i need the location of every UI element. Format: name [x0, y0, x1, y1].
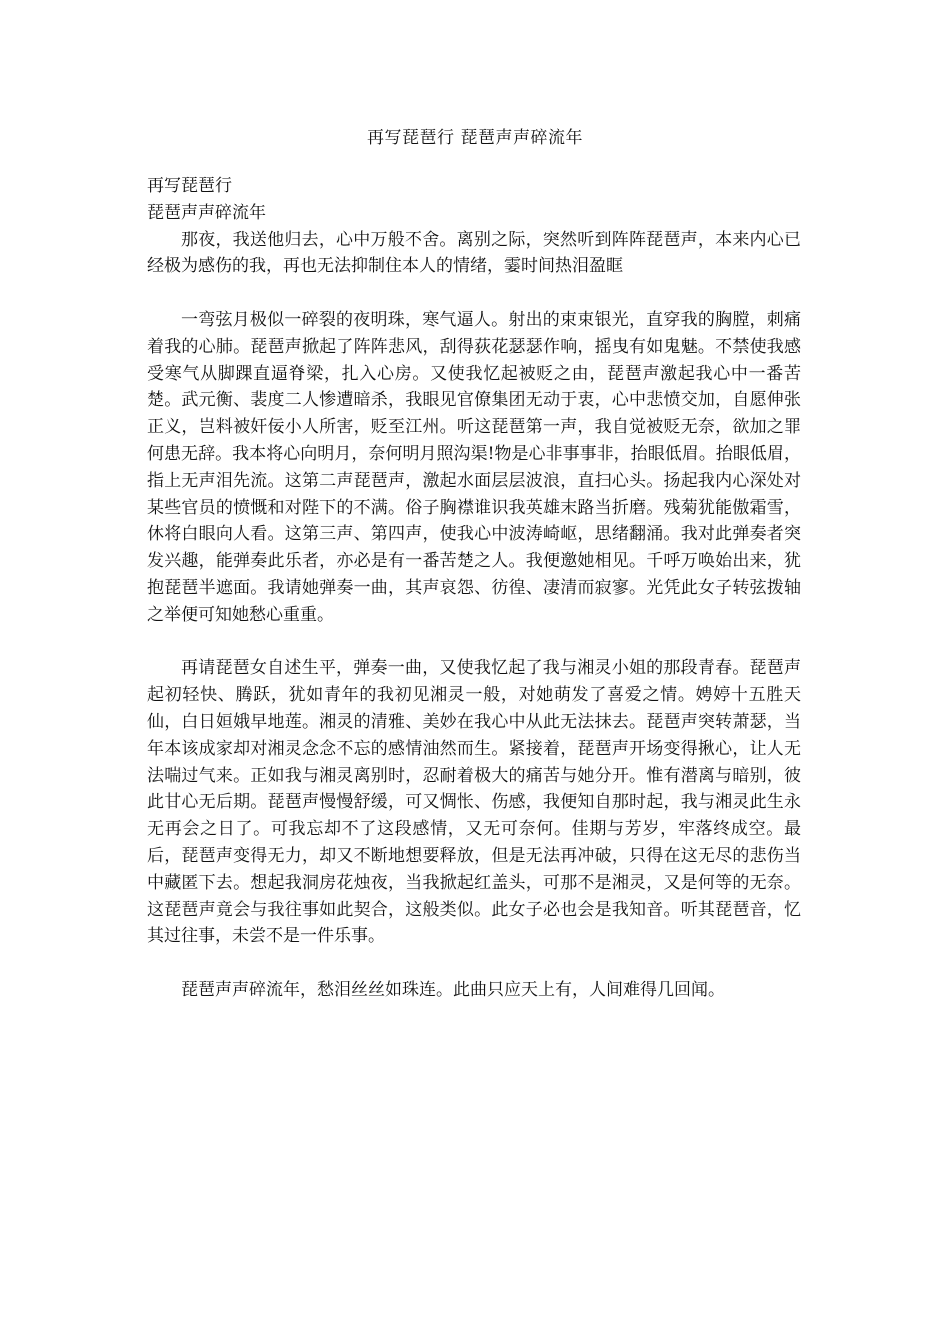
paragraph-2: 一弯弦月极似一碎裂的夜明珠，寒气逼人。射出的束束银光，直穿我的胸膛，刺痛着我的心肺。琵琶声掀起了阵阵悲风，刮得荻花瑟瑟作响，摇曳有如鬼魅。不禁使我感受寒气从脚踝直逼脊梁，扎入心房。又使我忆起被贬之由，琵琶声激起我心中一番苦楚。武元衡、裴度二人惨遭暗杀，我眼见官僚集团无动于衷，心中悲愤交加，自愿伸张正义，岂料被奸佞小人所害，贬至江州。听这琵琶第一声，我自觉被贬无奈，欲加之罪何患无辞。我本将心向明月，奈何明月照沟渠!物是心非事事非，抬眼低眉。抬眼低眉，指上无声泪先流。这第二声琵琶声，激起水面层层波浪，直扫心头。扬起我内心深处对某些官员的愤慨和对陛下的不满。俗子胸襟谁识我英雄末路当折磨。残菊犹能傲霜雪，休将白眼向人看。这第三声、第四声，使我心中波涛崎岖，思绪翻涌。我对此弹奏者突发兴趣，能弹奏此乐者，亦必是有一番苦楚之人。我便邀她相见。千呼万唤始出来，犹抱琵琶半遮面。我请她弹奏一曲，其声哀怨、彷徨、凄清而寂寥。光凭此女子转弦拨轴之举便可知她愁心重重。	[147, 309, 801, 625]
paragraph-1: 那夜，我送他归去，心中万般不舍。离别之际，突然听到阵阵琵琶声，本来内心已经极为感伤的我，再也无法抑制住本人的情绪，霎时间热泪盈眶	[147, 229, 801, 277]
paragraph-spacer	[147, 950, 801, 977]
paragraph-spacer	[147, 280, 801, 307]
document-title: 再写琵琶行 琵琶声声碎流年	[367, 128, 583, 148]
paragraph-4: 琵琶声声碎流年，愁泪丝丝如珠连。此曲只应天上有，人间难得几回闻。	[181, 979, 725, 1000]
subtitle-line-2: 琵琶声声碎流年	[147, 202, 266, 223]
document-body	[147, 173, 801, 1004]
paragraph-3: 再请琵琶女自述生平，弹奏一曲，又使我忆起了我与湘灵小姐的那段青春。琵琶声起初轻快、腾跃，犹如青年的我初见湘灵一般，对她萌发了喜爱之情。娉婷十五胜天仙，白日姮娥早地莲。湘灵的清雅、美妙在我心中从此无法抹去。琵琶声突转萧瑟，当年本该成家却对湘灵念念不忘的感情油然而生。紧接着，琵琶声开场变得揪心，让人无法喘过气来。正如我与湘灵离别时，忍耐着极大的痛苦与她分开。惟有潜离与暗别，彼此甘心无后期。琵琶声慢慢舒缓，可又惆怅、伤感，我便知自那时起，我与湘灵此生永无再会之日了。可我忘却不了这段感情，又无可奈何。佳期与芳岁，牢落终成空。最后，琵琶声变得无力，却又不断地想要释放，但是无法再冲破，只得在这无尽的悲伤当中藏匿下去。想起我洞房花烛夜，当我掀起红盖头，可那不是湘灵，又是何等的无奈。这琵琶声竟会与我往事如此契合，这般类似。此女子必也会是我知音。听其琵琶音，忆其过往事，未尝不是一件乐事。	[147, 658, 801, 947]
paragraph-spacer	[147, 629, 801, 656]
subtitle-line-1: 再写琵琶行	[147, 176, 232, 196]
